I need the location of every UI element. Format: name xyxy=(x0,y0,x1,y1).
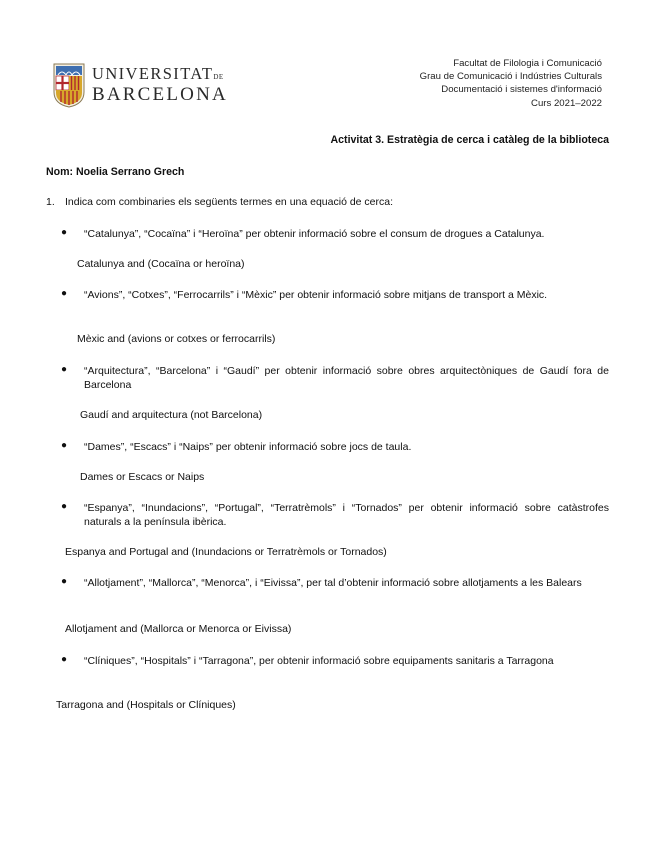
activity-title: Activitat 3. Estratègia de cerca i catàleg de la biblioteca xyxy=(330,134,609,146)
header-course: Documentació i sistemes d'informació xyxy=(441,84,602,96)
item-prompt: “Avions”, “Cotxes”, “Ferrocarrils” i “Mèxic” per obtenir informació sobre mitjans de transport a Mèxic. xyxy=(84,289,548,301)
bullet-icon: ● xyxy=(61,227,68,238)
item-prompt: “Catalunya”, “Cocaïna” i “Heroïna” per obtenir informació sobre el consum de drogues a Catalunya. xyxy=(84,228,545,240)
bullet-icon: ● xyxy=(61,654,68,665)
bullet-icon: ● xyxy=(61,576,68,587)
university-logo xyxy=(52,60,252,110)
item-prompt: “Espanya”, “Inundacions”, “Portugal”, “Terratrèmols” i “Tornados” per obtenir informació sobre catàstrofes naturals a la península ibèrica. xyxy=(84,502,609,528)
item-answer: Tarragona and (Hospitals or Clíniques) xyxy=(56,699,236,711)
bullet-icon: ● xyxy=(61,364,68,375)
wordmark-de: DE xyxy=(213,72,224,81)
header-year: Curs 2021–2022 xyxy=(531,97,602,109)
item-answer: Dames or Escacs or Naips xyxy=(80,471,205,483)
list-item xyxy=(61,227,609,241)
header-degree: Grau de Comunicació i Indústries Culturals xyxy=(419,71,602,83)
item-answer: Mèxic and (avions or cotxes or ferrocarrils) xyxy=(77,333,276,345)
item-answer: Gaudí and arquitectura (not Barcelona) xyxy=(80,409,263,421)
question-number: 1. xyxy=(46,196,55,208)
header-faculty: Facultat de Filologia i Comunicació xyxy=(453,58,602,69)
item-prompt: “Clíniques”, “Hospitals” i “Tarragona”, per obtenir informació sobre equipaments sanitaris a Tarragona xyxy=(84,655,554,667)
list-item xyxy=(61,440,609,454)
wordmark-line2: BARCELONA xyxy=(92,84,228,106)
bullet-icon: ● xyxy=(61,501,68,512)
university-wordmark xyxy=(92,63,228,106)
question-text: Indica com combinaries els següents termes en una equació de cerca: xyxy=(65,196,394,208)
item-prompt: “Arquitectura”, “Barcelona” i “Gaudí” per obtenir informació sobre obres arquitectòniques de Gaudí fora de Barcelona xyxy=(84,365,609,391)
list-item xyxy=(61,654,609,668)
header-info xyxy=(420,57,602,110)
student-name: Nom: Noelia Serrano Grech xyxy=(46,166,185,178)
list-item xyxy=(61,364,609,392)
bullet-icon: ● xyxy=(61,440,68,451)
list-item xyxy=(61,501,609,529)
university-seal-icon xyxy=(52,62,86,108)
wordmark-line1: UNIVERSITAT xyxy=(92,63,214,83)
list-item xyxy=(61,288,609,302)
item-answer: Espanya and Portugal and (Inundacions or Terratrèmols or Tornados) xyxy=(65,546,387,558)
item-prompt: “Allotjament”, “Mallorca”, “Menorca”, i “Eivissa”, per tal d’obtenir informació sobre allotjaments a les Balears xyxy=(84,577,582,589)
item-answer: Catalunya and (Cocaïna or heroïna) xyxy=(77,258,245,270)
bullet-icon: ● xyxy=(61,288,68,299)
item-prompt: “Dames”, “Escacs” i “Naips” per obtenir informació sobre jocs de taula. xyxy=(84,441,412,453)
list-item xyxy=(61,576,609,590)
item-answer: Allotjament and (Mallorca or Menorca or Eivissa) xyxy=(65,623,292,635)
